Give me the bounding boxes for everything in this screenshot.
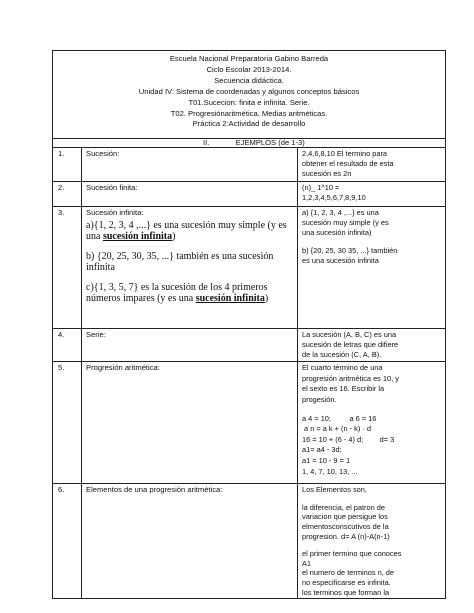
- table-row: [53, 484, 446, 599]
- concept-cell: [82, 206, 298, 328]
- concept-example-c-close: ): [264, 293, 269, 305]
- section-number: II.: [203, 138, 210, 147]
- example-line: progesión.: [302, 395, 337, 404]
- example-line: es una sucesión infinita: [302, 256, 379, 266]
- example-cell: [298, 206, 446, 328]
- example-line: progresion. d= A (n)-A(n-1): [302, 531, 390, 541]
- concept-example-a-emphasis: sucesión infinita: [102, 231, 173, 243]
- concept-label: Elementos de una progresión aritmética:: [82, 484, 298, 599]
- sequence-title: Secuencia didáctica.: [214, 75, 284, 85]
- activity-table: [52, 50, 446, 599]
- example-line: el sexto es 16. Escribir la: [302, 384, 385, 394]
- example-cell: [298, 484, 446, 599]
- row-number: 2.: [53, 181, 82, 206]
- example-cell: [298, 362, 446, 484]
- concept-example-a: [86, 220, 293, 243]
- row-number: 5.: [53, 362, 82, 484]
- example-line: sucesión es 2n: [302, 169, 352, 179]
- example-line: los terminos que forman la: [302, 587, 390, 597]
- example-line: obtener el resultado de esta: [302, 159, 394, 169]
- example-line: 1,2,3,4,5,6,7,8,9,10: [302, 192, 366, 202]
- concept-example-c: [86, 282, 293, 305]
- concept-label: Sucesión infinita:: [86, 207, 144, 217]
- header-row: [53, 51, 446, 139]
- example-line: La sucesión (A, B, C) es una: [302, 329, 397, 339]
- section-title: EJEMPLOS (de 1-3): [235, 138, 305, 147]
- school-name: Escuela Nacional Preparatoria Gabino Barreda: [169, 54, 329, 63]
- example-line: (n)_ 1^10 =: [302, 182, 340, 192]
- row-number: 1.: [53, 148, 82, 182]
- practice-title: Práctica 2:Actividad de desarrollo: [192, 119, 306, 129]
- example-line: sucesión muy simple (y es: [302, 217, 389, 227]
- unit-title: Unidad IV: Sistema de coordenadas y algunos conceptos básicos: [138, 86, 360, 96]
- example-line: de la sucesión (C, A, B).: [302, 350, 382, 360]
- calc-line: 1, 4, 7, 10, 13, ...: [302, 466, 358, 476]
- table-row: [53, 181, 446, 206]
- example-cell: [298, 181, 446, 206]
- table-row: [53, 362, 446, 484]
- example-line: una sucesión infinita): [302, 228, 372, 238]
- header-block: [53, 51, 446, 139]
- row-number: 4.: [53, 328, 82, 362]
- school-year: Ciclo Escolar 2013-2014.: [206, 64, 292, 74]
- calc-line: a 4 = 10; a 6 = 16: [302, 413, 377, 423]
- table-row: [53, 206, 446, 328]
- concept-label: Progresión aritmética:: [82, 362, 298, 484]
- concept-example-b: b) {20, 25, 30, 35, ...} también es una sucesión infinita: [86, 250, 274, 274]
- section-heading: [53, 139, 446, 148]
- example-line: variacion que persigue los: [302, 512, 388, 522]
- concept-example-c-text: c){1, 3, 5, 7} es la sucesión de los 4 primeros números impares (y es una: [86, 281, 268, 305]
- calc-line: a1= a4 - 3d;: [302, 445, 342, 455]
- example-line: 2,4,6,8,10 El termino para: [302, 149, 388, 158]
- section-row: [53, 139, 446, 148]
- table-row: [53, 328, 446, 362]
- example-cell: [298, 328, 446, 362]
- concept-label: Serie:: [82, 328, 298, 362]
- calc-line: a1 = 10 - 9 = 1: [302, 455, 351, 465]
- row-number: 3.: [53, 206, 82, 328]
- example-line: A1: [302, 558, 312, 568]
- row-number: 6.: [53, 484, 82, 599]
- example-line: la diferencia, el patron de: [302, 502, 385, 512]
- concept-example-a-text: a){1, 2, 3, 4 ,...} es una sucesión muy simple (y es una: [86, 219, 287, 243]
- topic-1: T01.Sucecion: finita e infinita. Serie.: [188, 97, 310, 107]
- calc-line: 16 = 10 + (6 - 4) d; d= 3: [302, 434, 395, 444]
- concept-example-a-close: ): [172, 231, 176, 243]
- topic-2: T02. Progresiónaritmética. Medias aritméticas.: [170, 108, 328, 118]
- example-line: progresión aritmética es 10, y: [302, 373, 399, 383]
- example-line: a) {1, 2, 3, 4 ,...} es una: [302, 207, 379, 217]
- example-line: el numero de terminos n, de: [302, 568, 395, 578]
- example-line: sucesión de letras que difiere: [302, 339, 399, 349]
- table-row: [53, 148, 446, 182]
- concept-label: Sucesión finita:: [82, 181, 298, 206]
- example-line: no especificarse es infinita.: [302, 577, 391, 587]
- example-line: El cuarto término de una: [302, 363, 383, 373]
- example-line: b) {20, 25, 30 35, ...} también: [302, 246, 398, 256]
- example-line: el primer termino que conoces: [302, 549, 402, 559]
- concept-label: Sucesión:: [82, 148, 298, 182]
- example-cell: [298, 148, 446, 182]
- example-line: elmentosconscutivos de la: [302, 522, 389, 531]
- concept-example-c-emphasis: sucesión infinita: [195, 293, 265, 305]
- calc-line: a n = a k + (n - k) · d: [302, 424, 372, 434]
- example-line: Los Elementos son,: [302, 485, 367, 495]
